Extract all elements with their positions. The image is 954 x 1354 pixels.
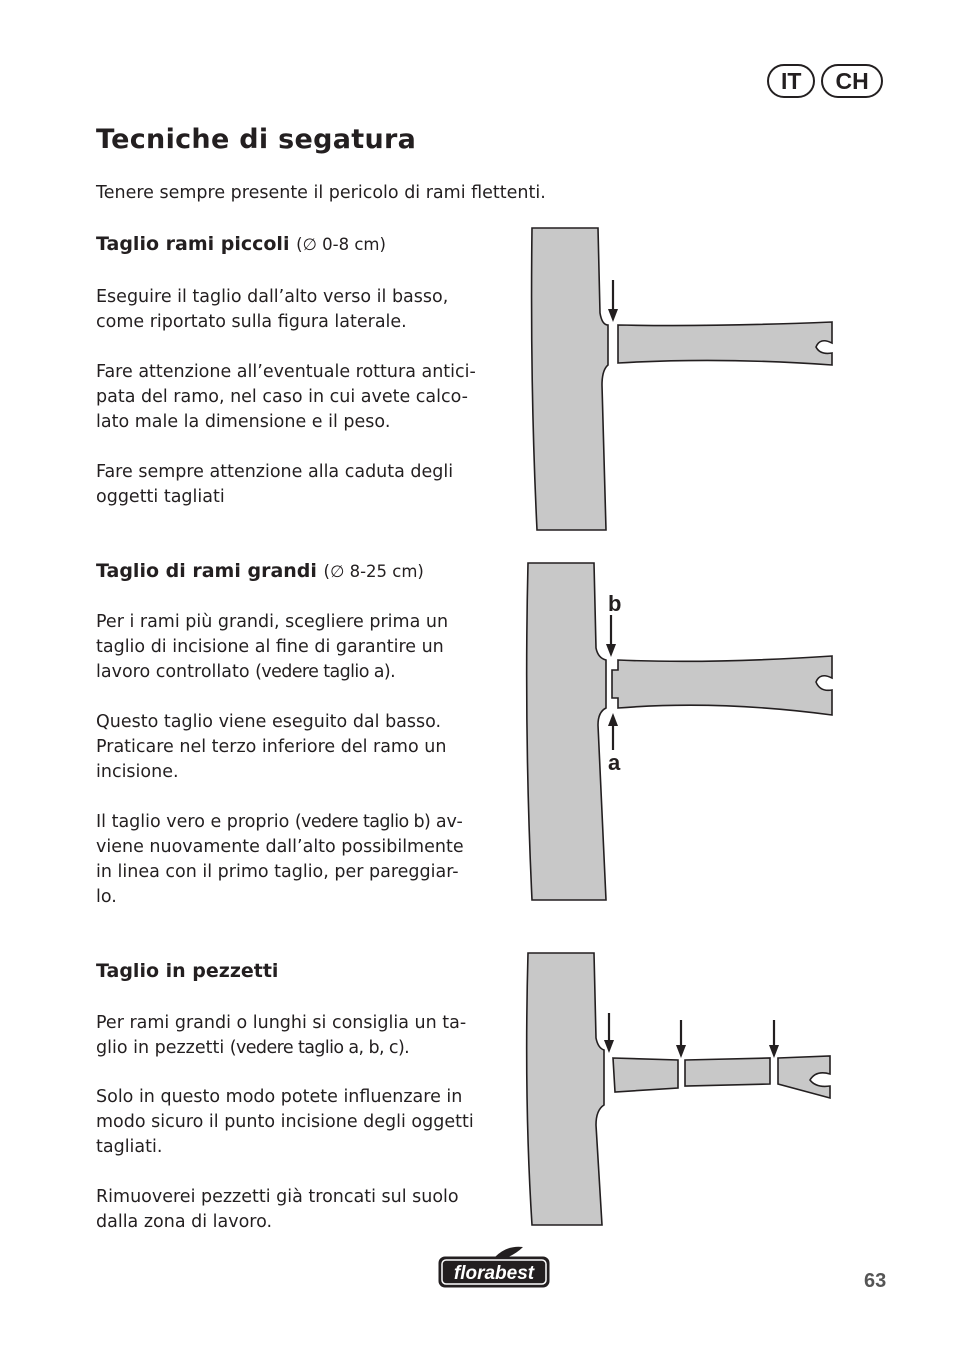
text-line: Rimuoverei pezzetti già troncati sul suolo [96,1187,459,1207]
cut-arrow-1-head [604,1040,614,1053]
text-segment: av- [430,812,463,832]
cross-reference: (vedere taglio a, b, c). [229,1038,410,1058]
diameter-range: (∅ 8-25 cm) [323,562,424,581]
paragraph [96,810,496,910]
section-heading: Taglio rami piccoli [96,233,290,255]
figure-small-branch-cut [520,225,840,535]
figure-pieces-cut [520,950,840,1230]
section-title-large-branches [96,560,424,582]
paragraph [96,610,496,685]
section-title-pieces [96,960,278,982]
figure-large-branch-cut [520,560,840,905]
text-line: Solo in questo modo potete influenzare in [96,1087,463,1107]
text-segment: lavoro controllato [96,662,256,682]
text-line: Fare sempre attenzione alla caduta degli [96,462,454,482]
text-line: dalla zona di lavoro. [96,1212,273,1232]
paragraph [96,285,496,335]
branch-piece-3 [778,1056,830,1098]
section-heading: Taglio di rami grandi [96,560,317,582]
text-line: Per i rami più grandi, scegliere prima un [96,612,449,632]
logo-text: florabest [453,1263,535,1284]
text-line: modo sicuro il punto incisione degli oggetti [96,1112,474,1132]
text-line: come riportato sulla figura laterale. [96,312,407,332]
paragraph [96,460,496,510]
paragraph [96,710,496,785]
text-segment: Il taglio vero e proprio [96,812,295,832]
text-line: oggetti tagliati [96,487,225,507]
lang-badge-ch: CH [821,64,882,98]
florabest-logo [437,1245,553,1291]
text-line: in linea con il primo taglio, per pareggiar- [96,862,459,882]
cut-label-a: a [608,750,621,775]
text-segment: glio in pezzetti [96,1038,230,1058]
branch-piece-1 [613,1058,678,1092]
text-line: lato male la dimensione e il peso. [96,412,391,432]
text-line [96,810,496,835]
page-title: Tecniche di segatura [96,124,417,155]
diameter-range: (∅ 0-8 cm) [296,235,386,254]
tree-trunk [527,953,604,1225]
lang-badge-it: IT [767,64,815,98]
text-line: Per rami grandi o lunghi si consiglia un ta- [96,1013,467,1033]
paragraph [96,1011,496,1061]
text-line [96,1036,496,1061]
cut-arrow-head [608,309,618,322]
text-line: viene nuovamente dall’alto possibilmente [96,837,464,857]
text-line: Eseguire il taglio dall’alto verso il basso, [96,287,449,307]
text-line: Questo taglio viene eseguito dal basso. [96,712,442,732]
tree-trunk [527,563,606,900]
paragraph [96,360,496,435]
section-heading: Taglio in pezzetti [96,960,279,982]
tree-trunk [532,228,608,530]
text-line: incisione. [96,762,179,782]
cut-arrow-2-head [676,1045,686,1058]
section-title-small-branches [96,233,386,255]
branch-piece-2 [685,1058,770,1086]
cut-label-b: b [608,591,622,616]
paragraph [96,1085,496,1160]
intro-text: Tenere sempre presente il pericolo di rami flettenti. [96,183,546,203]
cut-arrow-b-head [606,644,616,657]
text-line: tagliati. [96,1137,163,1157]
cut-arrow-3-head [769,1045,779,1058]
text-line: Praticare nel terzo inferiore del ramo un [96,737,447,757]
cut-arrow-a-head [608,713,618,726]
cross-reference: (vedere taglio b) [294,812,431,832]
branch [618,322,832,365]
language-badges [767,64,883,98]
text-line [96,660,496,685]
paragraph [96,1185,496,1235]
cross-reference: (vedere taglio a). [255,662,396,682]
text-line: Fare attenzione all’eventuale rottura antici- [96,362,476,382]
branch [612,656,832,715]
text-line: pata del ramo, nel caso in cui avete calco- [96,387,468,407]
page-number: 63 [864,1270,887,1292]
text-line: lo. [96,887,117,907]
text-line: taglio di incisione al fine di garantire un [96,637,444,657]
